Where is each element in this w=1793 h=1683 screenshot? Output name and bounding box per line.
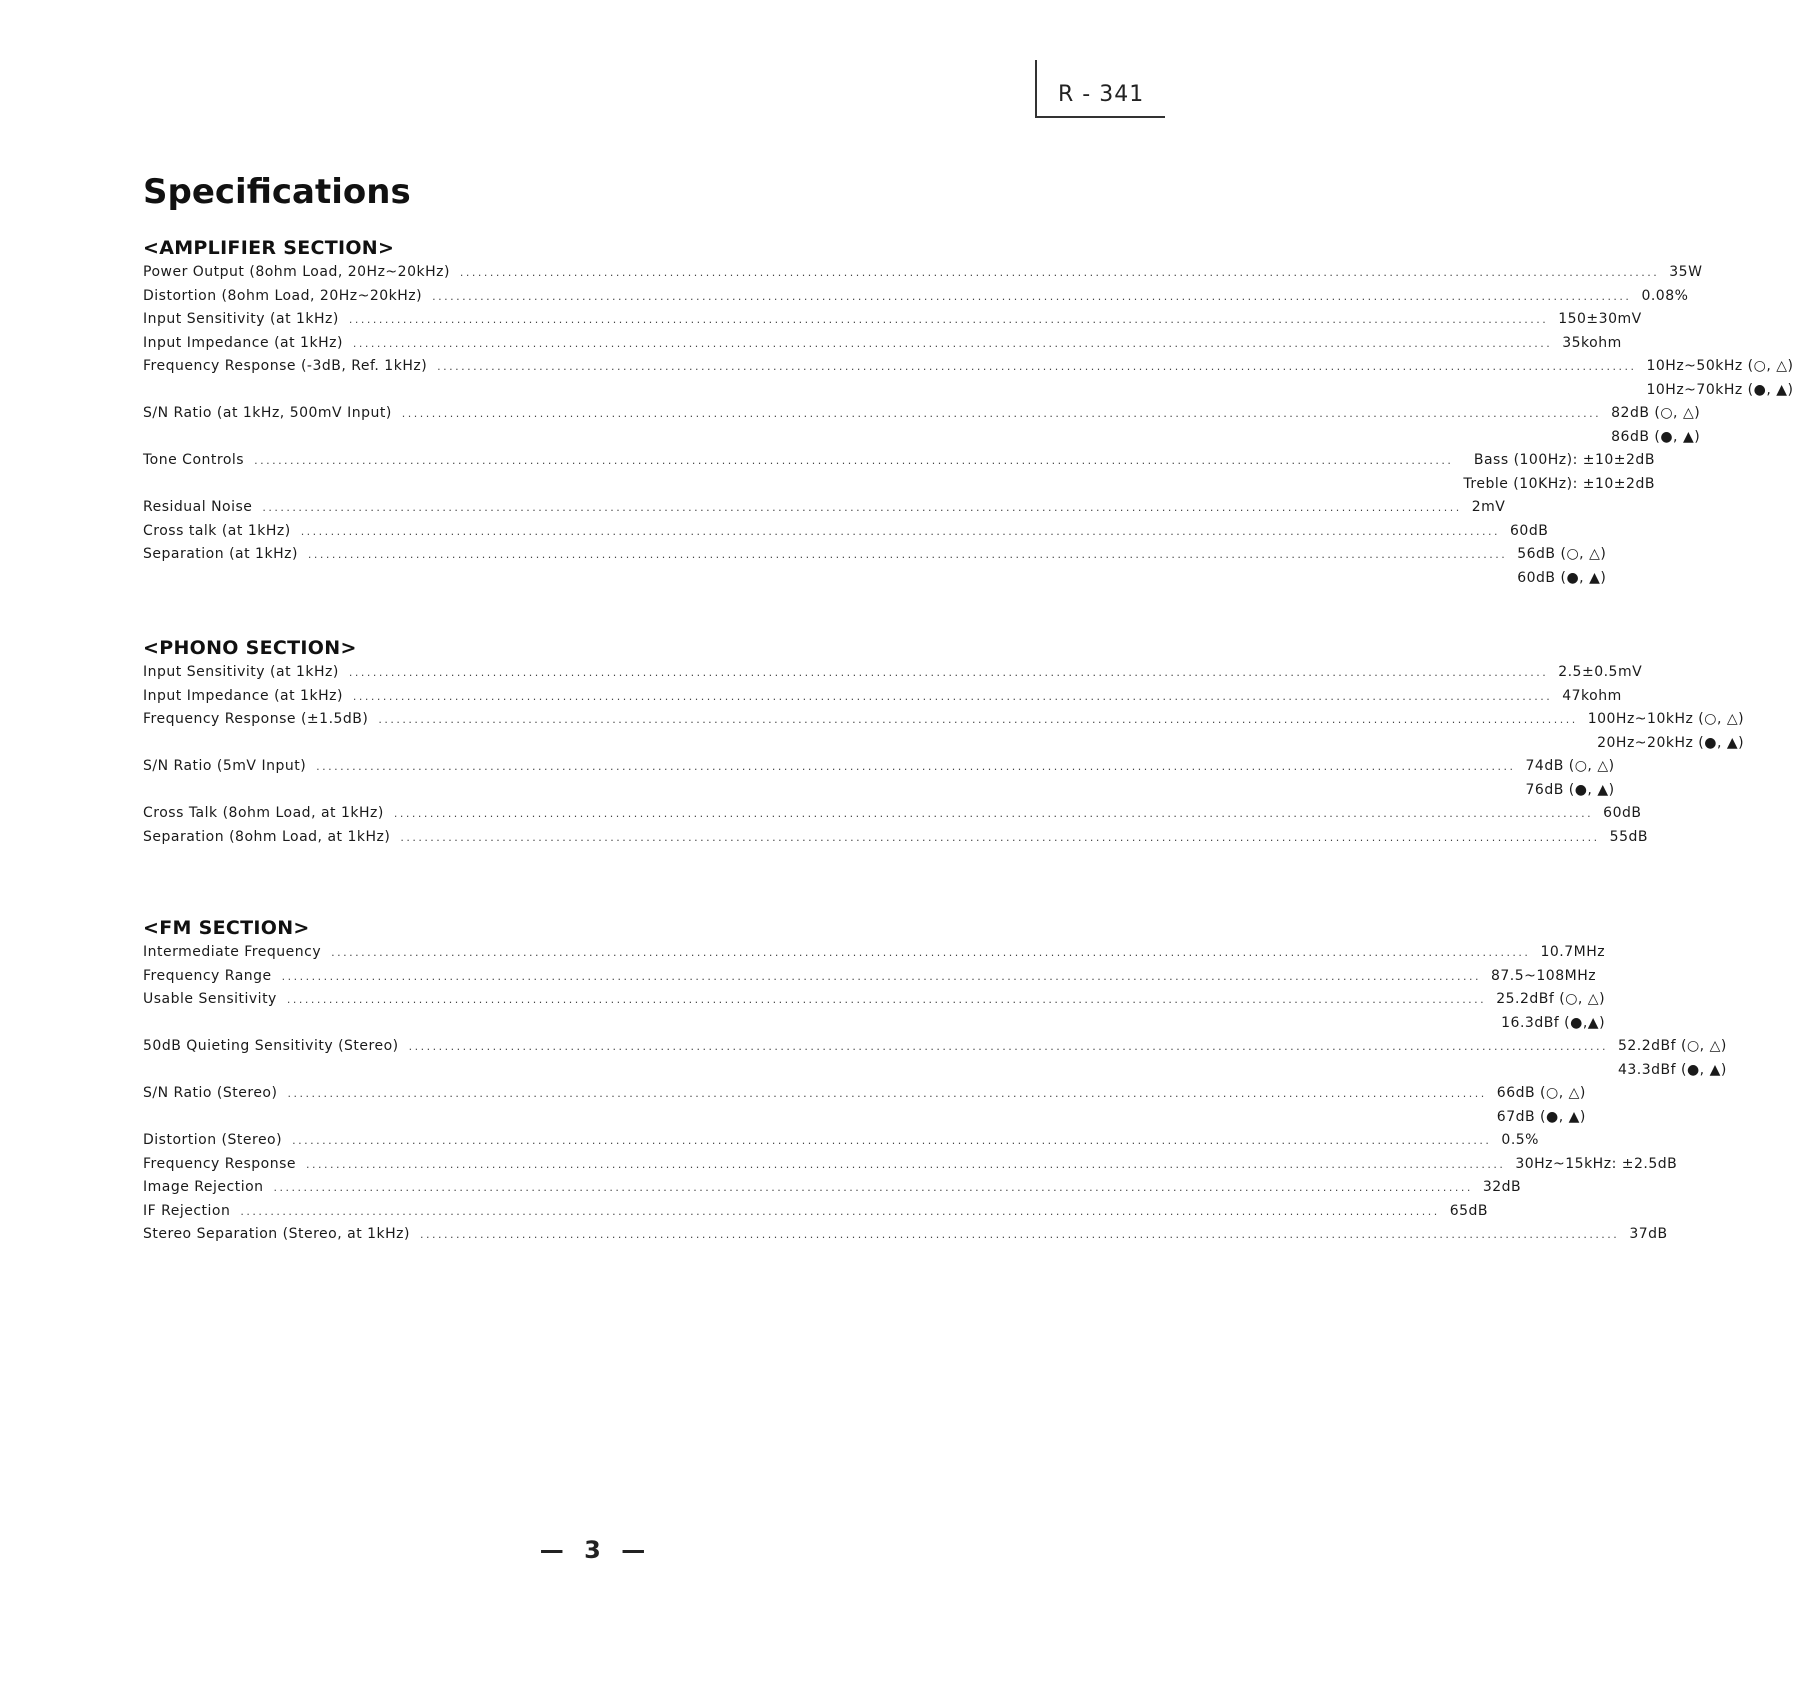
spec-label: Frequency Response (±1.5dB) [143,711,369,727]
spec-row [143,941,1606,965]
spec-values [1646,355,1793,402]
dot-leader: ........................................................................................................................................................................................................ [307,548,1508,561]
spec-row [143,332,1622,356]
spec-label: Separation (8ohm Load, at 1kHz) [143,828,391,845]
spec-values [1450,1200,1488,1224]
spec-values [1510,520,1548,544]
spec-values [1629,1223,1667,1247]
dot-leader: ........................................................................................................................................................................................................ [281,969,1481,983]
spec-label: S/N Ratio (Stereo) [143,1085,278,1101]
fm-section-header: <FM SECTION> [143,917,310,939]
spec-value: 60dB (●, ▲) [1517,569,1607,586]
spec-values [1611,402,1700,449]
spec-row [143,308,1642,332]
spec-row [143,496,1506,520]
spec-row [143,685,1622,709]
spec-label: IF Rejection [143,1202,231,1219]
dot-leader: ........................................................................................................................................................................................................ [300,524,1501,538]
spec-label: Power Output (8ohm Load, 20Hz~20kHz) [143,264,450,280]
spec-row [143,988,1606,1035]
page-title: Specifications [143,172,411,212]
spec-row [143,1153,1678,1177]
spec-label: Separation (at 1kHz) [143,546,298,562]
spec-label: Image Rejection [143,1179,264,1195]
spec-row [143,1082,1586,1129]
spec-value: 66dB (○, △) [1496,1085,1586,1101]
spec-values [1562,332,1622,356]
spec-values [1618,1035,1727,1082]
spec-value: 43.3dBf (●, ▲) [1617,1061,1727,1078]
spec-value: Bass (100Hz): ±10±2dB [1473,452,1655,468]
dot-leader: ........................................................................................................................................................................................................ [287,1087,1487,1100]
page-number: — 3 — [539,1536,652,1564]
dot-leader: ........................................................................................................................................................................................................ [352,689,1553,703]
spec-row [143,755,1615,802]
dot-leader: ........................................................................................................................................................................................................ [348,313,1549,326]
spec-values [1641,285,1688,309]
spec-row [143,1176,1522,1200]
fm-section [143,916,1727,1247]
dot-leader: ........................................................................................................................................................................................................ [240,1204,1440,1218]
dot-leader: ........................................................................................................................................................................................................ [378,713,1578,726]
phono-section [143,636,1745,849]
spec-label: Frequency Range [143,967,272,984]
spec-value: Treble (10KHz): ±10±2dB [1463,475,1655,492]
spec-label: Usable Sensitivity [143,991,277,1007]
spec-value: 100Hz~10kHz (○, △) [1587,711,1745,727]
spec-values [1517,543,1606,590]
spec-value: 35W [1669,264,1703,280]
spec-value: 25.2dBf (○, △) [1496,991,1606,1007]
spec-values [1515,1153,1677,1177]
spec-value: 74dB (○, △) [1525,758,1615,774]
amplifier-section-header: <AMPLIFIER SECTION> [143,237,395,259]
spec-value: 0.5% [1501,1132,1539,1148]
spec-value: 150±30mV [1558,311,1642,327]
spec-label: Input Sensitivity (at 1kHz) [143,311,339,327]
spec-row [143,402,1701,449]
spec-values [1540,941,1605,965]
spec-label: Frequency Response (-3dB, Ref. 1kHz) [143,358,428,374]
spec-label: Tone Controls [143,452,245,468]
dot-leader: ........................................................................................................................................................................................................ [254,454,1454,467]
spec-row [143,1129,1539,1153]
dot-leader: ........................................................................................................................................................................................................ [306,1157,1506,1171]
spec-value: 87.5~108MHz [1490,967,1597,984]
dot-leader: ........................................................................................................................................................................................................ [331,946,1531,959]
spec-values [1603,802,1641,826]
spec-value: 82dB (○, △) [1611,405,1701,421]
dot-leader: ........................................................................................................................................................................................................ [419,1228,1620,1241]
dot-leader: ........................................................................................................................................................................................................ [292,1134,1492,1147]
spec-row [143,826,1648,850]
spec-row [143,543,1607,590]
spec-values [1610,826,1648,850]
dot-leader: ........................................................................................................................................................................................................ [401,407,1602,420]
spec-row [143,965,1597,989]
spec-label: Distortion (Stereo) [143,1132,283,1148]
dot-leader: ........................................................................................................................................................................................................ [352,336,1553,350]
spec-value: 30Hz~15kHz: ±2.5dB [1515,1155,1678,1172]
spec-label: Stereo Separation (Stereo, at 1kHz) [143,1226,410,1242]
spec-value: 65dB [1449,1202,1489,1219]
spec-values [1472,496,1506,520]
dot-leader: ........................................................................................................................................................................................................ [437,360,1637,373]
spec-values [1588,708,1744,755]
spec-row [143,1035,1727,1082]
dot-leader: ........................................................................................................................................................................................................ [262,501,1462,514]
spec-value: 0.08% [1641,287,1689,304]
spec-label: Intermediate Frequency [143,944,322,960]
spec-row [143,355,1793,402]
spec-value: 10.7MHz [1540,944,1606,960]
spec-row [143,285,1689,309]
spec-value: 35kohm [1562,334,1622,351]
spec-value: 20Hz~20kHz (●, ▲) [1597,734,1745,751]
spec-value: 10Hz~50kHz (○, △) [1646,358,1793,374]
dot-leader: ........................................................................................................................................................................................................ [273,1181,1473,1194]
spec-label: Cross Talk (8ohm Load, at 1kHz) [143,805,384,821]
dot-leader: ........................................................................................................................................................................................................ [408,1040,1608,1053]
spec-values [1497,1082,1586,1129]
spec-value: 32dB [1482,1179,1522,1195]
spec-value: 2mV [1471,499,1506,515]
spec-values [1483,1176,1521,1200]
dot-leader: ........................................................................................................................................................................................................ [393,807,1594,820]
phono-section-header: <PHONO SECTION> [143,637,357,659]
spec-label: S/N Ratio (at 1kHz, 500mV Input) [143,405,392,421]
spec-values [1526,755,1615,802]
spec-label: Residual Noise [143,499,253,515]
spec-value: 55dB [1609,828,1648,845]
spec-label: Cross talk (at 1kHz) [143,522,291,539]
spec-label: S/N Ratio (5mV Input) [143,758,307,774]
spec-values [1463,449,1655,496]
spec-row [143,661,1643,685]
amplifier-section [143,236,1793,590]
spec-value: 86dB (●, ▲) [1611,428,1701,445]
spec-value: 37dB [1629,1226,1668,1242]
spec-label: Input Sensitivity (at 1kHz) [143,664,339,680]
spec-row [143,1200,1489,1224]
spec-row [143,449,1655,496]
spec-value: 10Hz~70kHz (●, ▲) [1646,381,1793,398]
spec-value: 2.5±0.5mV [1558,664,1643,680]
model-code: R - 341 [1058,82,1145,107]
spec-values [1491,965,1596,989]
spec-label: Input Impedance (at 1kHz) [143,687,343,704]
spec-value: 16.3dBf (●,▲) [1501,1014,1606,1031]
spec-value: 60dB [1603,805,1642,821]
spec-values [1558,661,1642,685]
spec-label: 50dB Quieting Sensitivity (Stereo) [143,1038,399,1054]
spec-value: 60dB [1510,522,1549,539]
spec-label: Input Impedance (at 1kHz) [143,334,343,351]
dot-leader: ........................................................................................................................................................................................................ [316,760,1516,773]
spec-values [1496,988,1605,1035]
dot-leader: ........................................................................................................................................................................................................ [400,830,1600,844]
spec-values [1558,308,1641,332]
spec-label: Frequency Response [143,1155,297,1172]
dot-leader: ........................................................................................................................................................................................................ [459,266,1660,279]
dot-leader: ........................................................................................................................................................................................................ [286,993,1487,1006]
spec-row [143,261,1703,285]
dot-leader: ........................................................................................................................................................................................................ [348,666,1549,679]
spec-value: 56dB (○, △) [1517,546,1607,562]
spec-value: 47kohm [1562,687,1622,704]
spec-row [143,802,1642,826]
spec-label: Distortion (8ohm Load, 20Hz~20kHz) [143,287,423,304]
spec-values [1669,261,1702,285]
dot-leader: ........................................................................................................................................................................................................ [432,289,1632,303]
spec-values [1562,685,1622,709]
spec-value: 76dB (●, ▲) [1525,781,1615,798]
spec-row [143,708,1745,755]
spec-row [143,1223,1668,1247]
spec-value: 67dB (●, ▲) [1496,1108,1586,1125]
spec-value: 52.2dBf (○, △) [1617,1038,1727,1054]
spec-row [143,520,1549,544]
spec-values [1501,1129,1539,1153]
